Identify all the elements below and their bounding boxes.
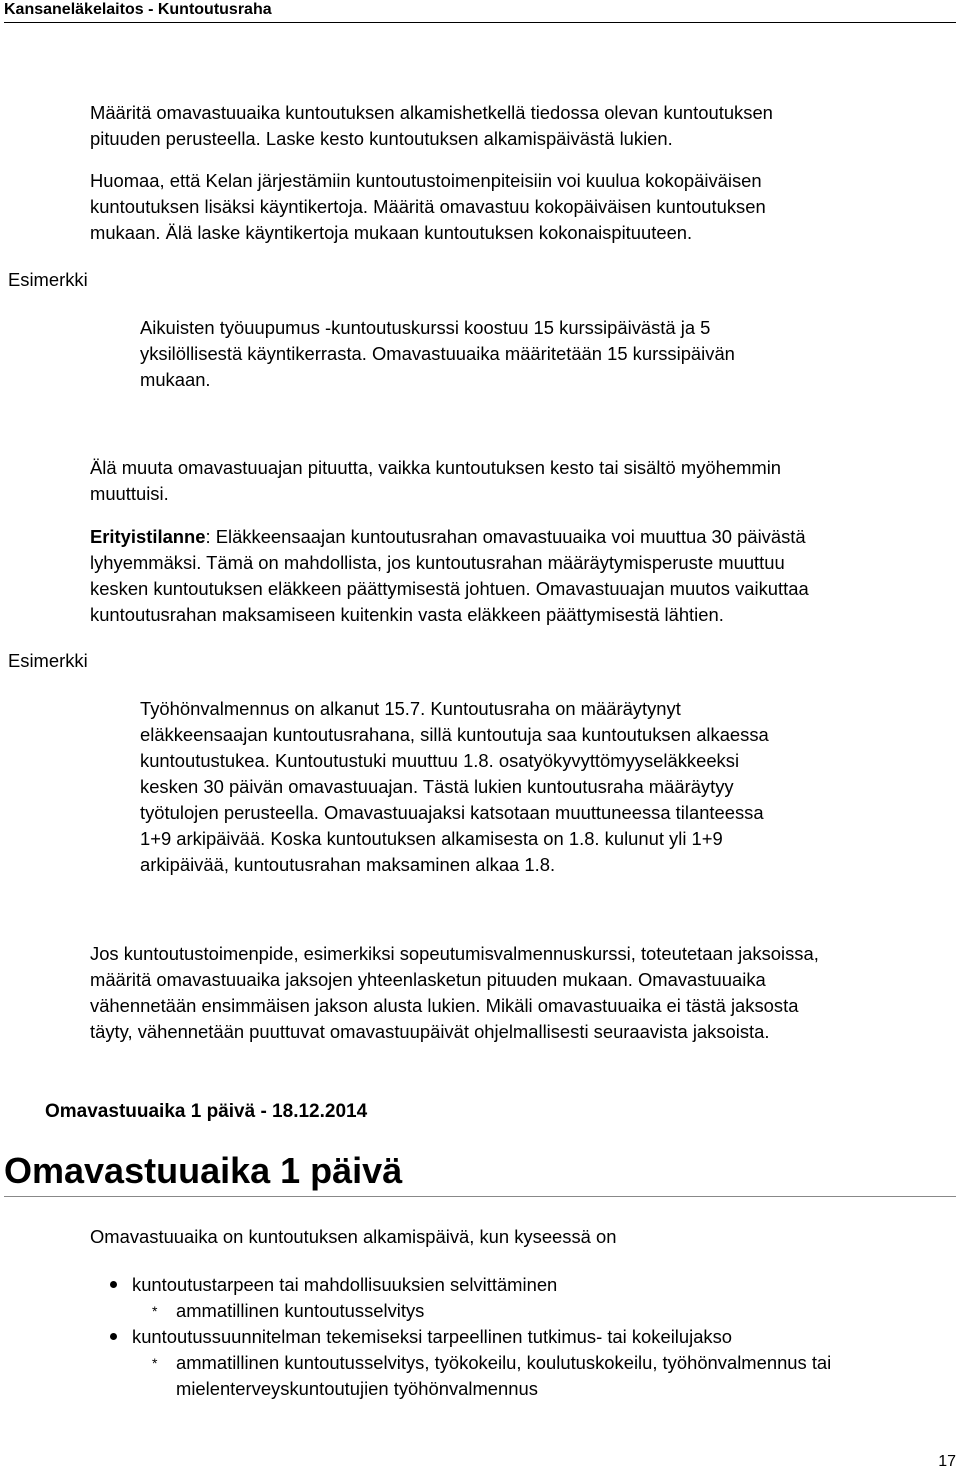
paragraph-periods: Jos kuntoutustoimenpide, esimerkiksi sopeutumisvalmennuskurssi, toteutetaan jaksoissa, määritä omavastuuaika jaksojen yhteenlasketun pituuden mukaan. Omavastuuaika vähennetään ensimmäisen jakson alusta lukien. Mikäli omavastuuaika ei tästä jaksosta täyty, vähennetään puuttuvat omavastuupäivät ohjelmallisesti seuraavista jaksoista.: [90, 943, 819, 1042]
bullet-icon: [110, 1281, 117, 1288]
example-label: Esimerkki: [8, 269, 88, 290]
header-divider: [4, 22, 956, 23]
section-heading: Omavastuuaika 1 päivä: [4, 1150, 403, 1191]
document-page: Kansaneläkelaitos - Kuntoutusraha Määritä omavastuuaika kuntoutuksen alkamishetkellä tiedossa olevan kuntoutuksen pituuden perusteella. Laske kesto kuntoutuksen alkamispäivästä lukien. Huomaa, että Kelan järjestämiin kuntoutustoimenpiteisiin voi kuulua kokopäiväisen kuntoutuksen lisäksi käyntikertoja. Määritä omavastuu kokopäiväisen kuntoutuksen mukaan. Älä laske käyntikertoja mukaan kuntoutuksen kokonaispituuteen. Esimerkki Aikuisten työuupumus -kuntoutuskurssi koostuu 15 kurssipäivästä ja 5 yksilöllisestä käyntikerrasta. Omavastuuaika määritetään 15 kurssipäivän mukaan. Älä muuta omavastuuajan pituutta, vaikka kuntoutuksen kesto tai sisältö myöhemmin muuttuisi. Erityistilanne: Eläkkeensaajan kuntoutusrahan omavastuuaika voi muuttua 30 päivästä lyhyemmäksi. Tämä on mahdollista, jos kuntoutusrahan määräytymisperuste muuttuu kesken kuntoutuksen eläkkeen päättymisestä johtuen. Omavastuuajan muutos vaikuttaa kuntoutusrahan maksamiseen kuitenkin vasta eläkkeen päättymisestä lähtien. Esimerkki Työhönvalmennus on alkanut 15.7. Kuntoutusraha on määräytynyt eläkkeensaajan kuntoutusrahana, sillä kuntoutuja saa kuntoutuksen alkaessa kuntoutustukea. Kuntoutustuki muuttuu 1.8. osatyökyvyttömyyseläkkeeksi kesken 30 päivän omavastuuajan. Tästä lukien kuntoutusraha määräytyy työtulojen perusteella. Omavastuuajaksi katsotaan muuttuneessa tilanteessa 1+9 arkipäivää. Koska kuntoutuksen alkamisesta on 1.8. kulunut yli 1+9 arkipäivää, kuntoutusrahan maksaminen alkaa 1.8. Jos kuntoutustoimenpide, esimerkiksi sopeutumisvalmennuskurssi, toteutetaan jaksoissa, määritä omavastuuaika jaksojen yhteenlasketun pituuden mukaan. Omavastuuaika vähennetään ensimmäisen jakson alusta lukien. Mikäli omavastuuaika ei tästä jaksosta täyty, vähennetään puuttuvat omavastuupäivät ohjelmallisesti seuraavista jaksoista. Omavastuuaika 1 päivä - 18.12.2014 Omavastuuaika 1 päivä Omavastuuaika on kuntoutuksen alkamispäivä, kun kyseessä on kuntoutustarpeen tai mahdollisuuksien selvittäminen * ammatillinen kuntoutusselvitys kuntoutussuunnitelman tekemiseksi tarpeellinen tutkimus- tai kokeilujakso * ammatillinen kuntoutusselvitys, työkokeilu, koulutuskokeilu, työhönvalmennus tai mielenterveyskuntoutujien työhönvalmennus 17: [4, 1, 956, 1470]
running-header: Kansaneläkelaitos - Kuntoutusraha: [4, 1, 272, 18]
paragraph-special-case: Erityistilanne: Eläkkeensaajan kuntoutusrahan omavastuuaika voi muuttua 30 päivästä lyhyemmäksi. Tämä on mahdollista, jos kuntoutusrahan määräytymisperuste muuttuu kesken kuntoutuksen eläkkeen päättymisestä johtuen. Omavastuuajan muutos vaikuttaa kuntoutusrahan maksamiseen kuitenkin vasta eläkkeen päättymisestä lähtien.: [90, 526, 809, 625]
page-number: 17: [938, 1453, 956, 1470]
section-subheading: Omavastuuaika 1 päivä - 18.12.2014: [45, 1101, 368, 1122]
asterisk-icon: *: [152, 1355, 158, 1371]
paragraph-duration-basis: Määritä omavastuuaika kuntoutuksen alkamishetkellä tiedossa olevan kuntoutuksen pituuden perusteella. Laske kesto kuntoutuksen alkamispäivästä lukien.: [90, 102, 773, 149]
heading-divider: [4, 1196, 956, 1197]
example-text: Työhönvalmennus on alkanut 15.7. Kuntoutusraha on määräytynyt eläkkeensaajan kuntoutusrahana, sillä kuntoutuja saa kuntoutuksen alkaessa kuntoutustukea. Kuntoutustuki muuttuu 1.8. osatyökyvyttömyyseläkkeeksi kesken 30 päivän omavastuuajan. Tästä lukien kuntoutusraha määräytyy työtulojen perusteella. Omavastuuajaksi katsotaan muuttuneessa tilanteessa 1+9 arkipäivää. Koska kuntoutuksen alkamisesta on 1.8. kulunut yli 1+9 arkipäivää, kuntoutusrahan maksaminen alkaa 1.8.: [140, 698, 769, 875]
bullet-icon: [110, 1333, 117, 1340]
paragraph-no-change: Älä muuta omavastuuajan pituutta, vaikka kuntoutuksen kesto tai sisältö myöhemmin muuttuisi.: [90, 457, 782, 504]
asterisk-icon: *: [152, 1303, 158, 1319]
paragraph-visit-times: Huomaa, että Kelan järjestämiin kuntoutustoimenpiteisiin voi kuulua kokopäiväisen kuntoutuksen lisäksi käyntikertoja. Määritä omavastuu kokopäiväisen kuntoutuksen mukaan. Älä laske käyntikertoja mukaan kuntoutuksen kokonaispituuteen.: [90, 170, 766, 243]
intro-text: Omavastuuaika on kuntoutuksen alkamispäivä, kun kyseessä on: [90, 1226, 617, 1247]
special-case-label: Erityistilanne: [90, 526, 206, 547]
example-label: Esimerkki: [8, 650, 88, 671]
example-text: Aikuisten työuupumus -kuntoutuskurssi koostuu 15 kurssipäivästä ja 5 yksilöllisestä käyntikerrasta. Omavastuuaika määritetään 15 kurssipäivän mukaan.: [140, 317, 735, 390]
